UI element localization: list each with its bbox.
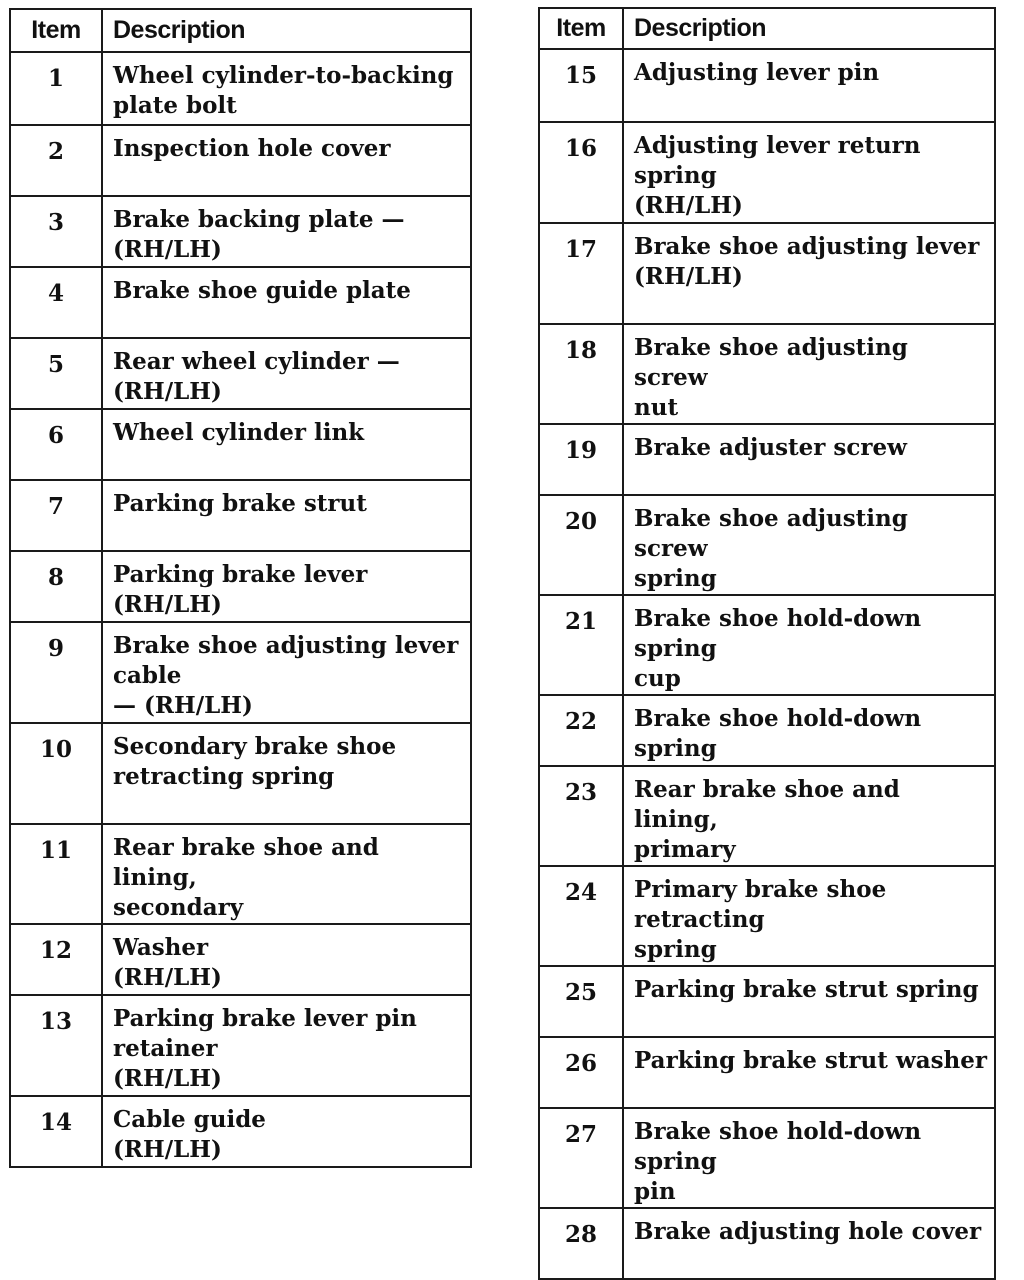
- description-line: Parking brake strut: [113, 490, 367, 517]
- table-row: [10, 196, 471, 267]
- description-line: Parking brake strut washer: [634, 1047, 988, 1074]
- table-row: [10, 622, 471, 723]
- description-line: — (RH/LH): [113, 692, 253, 719]
- description-line: Rear brake shoe and lining,: [634, 776, 900, 833]
- item-description: [623, 223, 995, 324]
- item-number: 20: [539, 495, 623, 595]
- table-row: [10, 551, 471, 622]
- description-line: Wheel cylinder link: [113, 419, 365, 446]
- item-description: [102, 196, 471, 267]
- description-line: Washer: [113, 934, 209, 961]
- item-description: [102, 409, 471, 480]
- item-number: 18: [539, 324, 623, 424]
- table-row: [539, 595, 995, 695]
- item-number: 12: [10, 924, 102, 995]
- table-row: [10, 267, 471, 338]
- description-line: Adjusting lever pin: [634, 59, 880, 86]
- item-number: 7: [10, 480, 102, 551]
- item-number: 10: [10, 723, 102, 824]
- table-row: [10, 125, 471, 196]
- item-number: 5: [10, 338, 102, 409]
- description-line: plate bolt: [113, 92, 237, 119]
- description-line: Adjusting lever return spring: [634, 132, 921, 189]
- table-row: [539, 866, 995, 966]
- item-number: 23: [539, 766, 623, 866]
- item-description: [623, 866, 995, 966]
- item-number: 15: [539, 49, 623, 122]
- description-line: (RH/LH): [113, 964, 222, 991]
- table-row: [539, 1108, 995, 1208]
- description-line: Brake shoe adjusting lever: [113, 632, 459, 659]
- table-row: [10, 924, 471, 995]
- item-number: 28: [539, 1208, 623, 1279]
- description-line: Wheel cylinder-to-backing: [113, 62, 454, 89]
- item-description: [623, 766, 995, 866]
- description-line: Brake shoe hold-down spring: [634, 605, 922, 662]
- item-column-header: Item: [539, 8, 623, 49]
- table-row: [539, 495, 995, 595]
- table-row: [10, 723, 471, 824]
- item-number: 4: [10, 267, 102, 338]
- description-line: (RH/LH): [113, 1136, 222, 1163]
- description-line: Brake backing plate —: [113, 206, 405, 233]
- description-line: Secondary brake shoe: [113, 733, 397, 760]
- item-description: [623, 49, 995, 122]
- item-description: [623, 695, 995, 766]
- item-description: [102, 125, 471, 196]
- table-row: [10, 824, 471, 924]
- description-line: (RH/LH): [113, 378, 222, 405]
- table-row: [10, 1096, 471, 1167]
- description-line: cable: [113, 662, 182, 689]
- description-column-header: Description: [102, 9, 471, 52]
- description-line: Rear wheel cylinder —: [113, 348, 400, 375]
- table-row: [539, 966, 995, 1037]
- item-description: [102, 995, 471, 1096]
- item-description: [623, 1208, 995, 1279]
- item-number: 26: [539, 1037, 623, 1108]
- description-line: primary: [634, 836, 736, 863]
- item-number: 16: [539, 122, 623, 223]
- description-line: cup: [634, 665, 681, 692]
- table-row: [10, 995, 471, 1096]
- parts-table-right: [538, 7, 996, 1280]
- table-row: [10, 52, 471, 125]
- description-line: Brake shoe hold-down spring: [634, 1118, 922, 1175]
- item-description: [623, 122, 995, 223]
- description-line: Brake shoe adjusting screw: [634, 505, 908, 562]
- item-number: 25: [539, 966, 623, 1037]
- description-line: Rear brake shoe and lining,: [113, 834, 379, 891]
- item-description: [102, 267, 471, 338]
- item-description: [623, 1108, 995, 1208]
- item-number: 1: [10, 52, 102, 125]
- description-line: (RH/LH): [113, 236, 222, 263]
- item-number: 11: [10, 824, 102, 924]
- table-row: [539, 122, 995, 223]
- description-line: Parking brake strut spring: [634, 976, 979, 1003]
- header-row: [10, 9, 471, 52]
- item-description: [102, 1096, 471, 1167]
- description-line: (RH/LH): [113, 591, 222, 618]
- description-line: Brake shoe adjusting screw: [634, 334, 908, 391]
- item-column-header: Item: [10, 9, 102, 52]
- item-number: 21: [539, 595, 623, 695]
- parts-table-left: [9, 8, 472, 1168]
- item-number: 17: [539, 223, 623, 324]
- table-row: [539, 766, 995, 866]
- table-row: [539, 1037, 995, 1108]
- description-column-header: Description: [623, 8, 995, 49]
- item-number: 14: [10, 1096, 102, 1167]
- item-description: [102, 338, 471, 409]
- table-row: [10, 338, 471, 409]
- description-line: (RH/LH): [113, 1065, 222, 1092]
- item-number: 24: [539, 866, 623, 966]
- header-row: [539, 8, 995, 49]
- table-row: [539, 324, 995, 424]
- item-description: [102, 723, 471, 824]
- description-line: pin: [634, 1178, 676, 1205]
- description-line: Primary brake shoe retracting: [634, 876, 887, 933]
- item-number: 3: [10, 196, 102, 267]
- description-line: nut: [634, 394, 679, 421]
- item-description: [102, 622, 471, 723]
- item-description: [623, 966, 995, 1037]
- item-description: [623, 424, 995, 495]
- table-row: [539, 49, 995, 122]
- description-line: Brake shoe guide plate: [113, 277, 411, 304]
- item-number: 19: [539, 424, 623, 495]
- description-line: Parking brake lever pin: [113, 1005, 417, 1032]
- table-row: [10, 409, 471, 480]
- item-number: 2: [10, 125, 102, 196]
- description-line: secondary: [113, 894, 244, 921]
- item-description: [102, 924, 471, 995]
- description-line: spring: [634, 565, 717, 592]
- table-row: [539, 1208, 995, 1279]
- item-description: [102, 480, 471, 551]
- description-line: (RH/LH): [634, 192, 743, 219]
- item-number: 27: [539, 1108, 623, 1208]
- description-line: Brake shoe hold-down spring: [634, 705, 922, 762]
- item-description: [623, 1037, 995, 1108]
- item-number: 6: [10, 409, 102, 480]
- description-line: (RH/LH): [634, 263, 743, 290]
- description-line: Inspection hole cover: [113, 135, 391, 162]
- item-description: [623, 495, 995, 595]
- item-description: [102, 52, 471, 125]
- description-line: Brake shoe adjusting lever: [634, 233, 980, 260]
- description-line: retracting spring: [113, 763, 335, 790]
- description-line: retainer: [113, 1035, 218, 1062]
- item-number: 8: [10, 551, 102, 622]
- table-row: [539, 424, 995, 495]
- description-line: Brake adjusting hole cover: [634, 1218, 982, 1245]
- item-description: [623, 324, 995, 424]
- description-line: Cable guide: [113, 1106, 266, 1133]
- item-description: [102, 551, 471, 622]
- item-number: 13: [10, 995, 102, 1096]
- item-description: [102, 824, 471, 924]
- description-line: Parking brake lever: [113, 561, 368, 588]
- table-row: [539, 695, 995, 766]
- description-line: spring: [634, 936, 717, 963]
- item-number: 22: [539, 695, 623, 766]
- table-row: [10, 480, 471, 551]
- table-row: [539, 223, 995, 324]
- item-number: 9: [10, 622, 102, 723]
- item-description: [623, 595, 995, 695]
- description-line: Brake adjuster screw: [634, 434, 907, 461]
